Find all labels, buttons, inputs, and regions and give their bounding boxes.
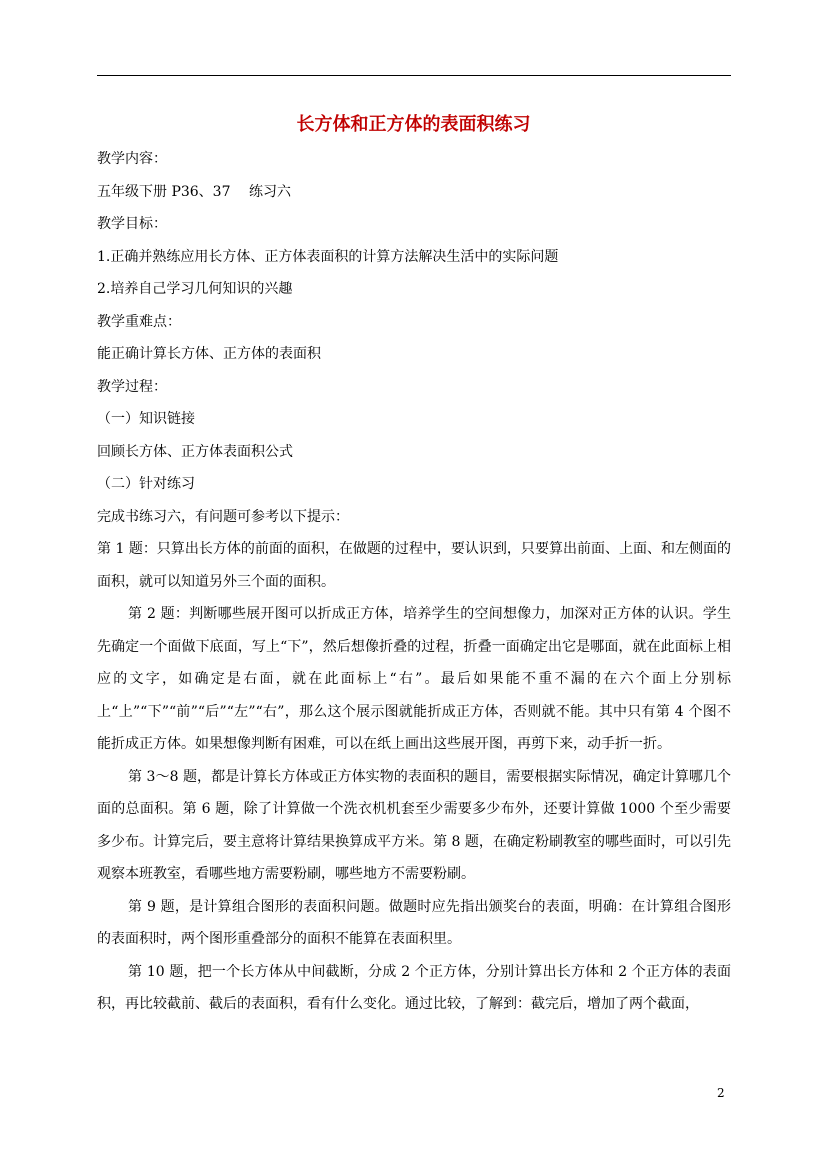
text-line: 回顾长方体、正方体表面积公式	[97, 443, 293, 460]
page-title: 长方体和正方体的表面积练习	[296, 114, 531, 135]
text-line: 教学过程：	[97, 378, 167, 395]
text-line: 五年级下册 P36、37 练习六	[97, 183, 291, 200]
text-line: （一）知识链接	[97, 411, 195, 427]
header-rule	[97, 75, 731, 76]
page-number: 2	[717, 1086, 725, 1100]
text-line: 完成书练习六，有问题可参考以下提示：	[97, 508, 349, 525]
text-line: 教学内容：	[97, 151, 167, 167]
text-line: 1.正确并熟练应用长方体、正方体表面积的计算方法解决生活中的实际问题	[97, 248, 559, 265]
document-body	[97, 143, 731, 1021]
paragraph: 第 1 题：只算出长方体的前面的面积，在做题的过程中，要认识到，只要算出前面、上面、和左侧面的面积，就可以知道另外三个面的面积。	[97, 541, 731, 590]
text-line: 教学重难点：	[97, 313, 181, 330]
paragraph: 第 10 题，把一个长方体从中间截断，分成 2 个正方体，分别计算出长方体和 2 个正方体的表面积，再比较截前、截后的表面积，看有什么变化。通过比较，了解到：截完后，增加了两个截面，	[97, 963, 731, 1012]
text-line: 2.培养自己学习几何知识的兴趣	[97, 281, 293, 297]
paragraph: 第 3～8 题，都是计算长方体或正方体实物的表面积的题目，需要根据实际情况，确定计算哪几个面的总面积。第 6 题，除了计算做一个洗衣机机套至少需要多少布外，还要计算做 1000 个至少需要多少布。计算完后，要主意将计算结果换算成平方米。第 8 题，在确定粉刷教室的哪些面时，可以引先观察本班教室，看哪些地方需要粉刷，哪些地方不需要粉刷。	[97, 768, 731, 882]
text-line: 能正确计算长方体、正方体的表面积	[97, 346, 321, 362]
text-line: （二）针对练习	[97, 476, 195, 492]
paragraph: 第 2 题：判断哪些展开图可以折成正方体，培养学生的空间想像力，加深对正方体的认识。学生先确定一个面做下底面，写上“下”，然后想像折叠的过程，折叠一面确定出它是哪面，就在此面标上相应的文字，如确定是右面，就在此面标上“右”。最后如果能不重不漏的在六个面上分别标上“上”“下”“前”“后”“左”“右”，那么这个展示图就能折成正方体，否则就不能。其中只有第 4 个图不能折成正方体。如果想像判断有困难，可以在纸上画出这些展开图，再剪下来，动手折一折。	[97, 606, 731, 752]
text-line: 教学目标：	[97, 216, 167, 232]
paragraph: 第 9 题，是计算组合图形的表面积问题。做题时应先指出颁奖台的表面，明确：在计算组合图形的表面积时，两个图形重叠部分的面积不能算在表面积里。	[97, 898, 731, 947]
